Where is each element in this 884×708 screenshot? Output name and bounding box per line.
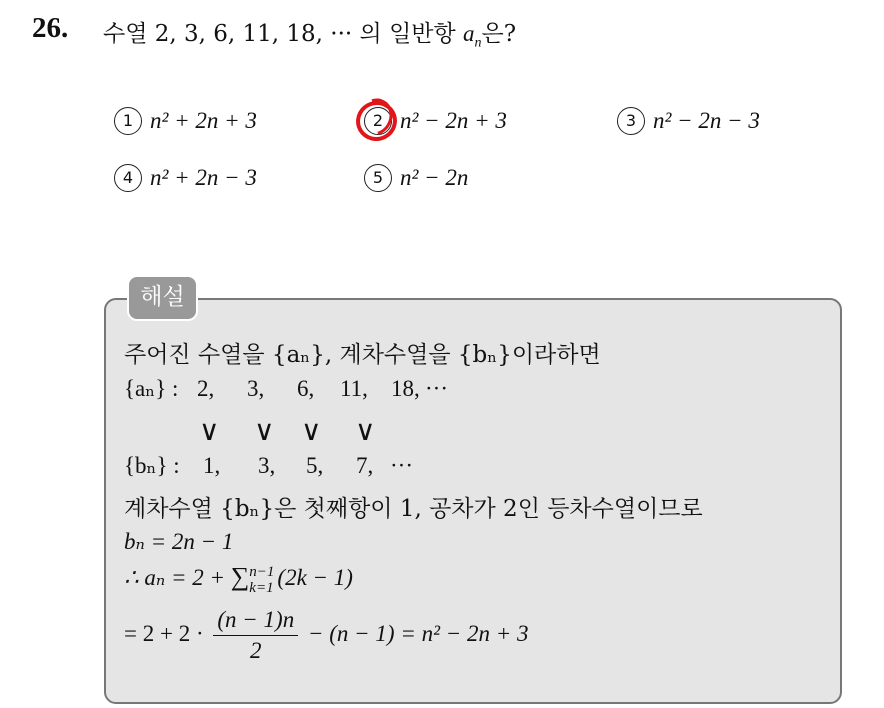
question-text-suffix: 은? <box>481 21 517 47</box>
solution-final-line <box>124 607 529 664</box>
sequence-a-value: 18, <box>391 376 420 401</box>
sequence-a-value: 6, <box>297 376 315 401</box>
choice-number-2: 2 <box>364 107 392 135</box>
solution-tag: 해설 <box>127 275 198 321</box>
choice-number-1: 1 <box>114 107 142 135</box>
fraction-numerator: (n − 1)n <box>213 607 298 636</box>
question-text-prefix: 수열 2, 3, 6, 11, 18, ··· 의 일반항 <box>103 21 456 47</box>
difference-symbol: ∨ <box>254 414 275 447</box>
solution-sum-line <box>124 562 353 596</box>
choice-expr-2: n² − 2n + 3 <box>400 108 507 133</box>
sequence-b-value: 1, <box>203 453 221 478</box>
summation-expr: (2k − 1) <box>277 565 353 590</box>
choice-expr-1: n² + 2n + 3 <box>150 108 257 133</box>
choice-1[interactable] <box>114 107 257 135</box>
sequence-a-value: 11, <box>340 376 368 401</box>
sequence-b-value: 3, <box>258 453 276 478</box>
sequence-b-value: 5, <box>306 453 324 478</box>
summation-limits <box>249 564 274 596</box>
sequence-a-value: 2, <box>197 376 215 401</box>
sequence-a-value: ··· <box>425 376 448 401</box>
question-var: a <box>463 21 475 46</box>
solution-therefore-a: ∴ aₙ = 2 + <box>124 565 225 590</box>
question-var-sub: n <box>474 35 482 51</box>
solution-b-formula: bₙ = 2n − 1 <box>124 529 234 554</box>
solution-intro: 주어진 수열을 {aₙ}, 계차수열을 {bₙ}이라하면 <box>124 342 601 368</box>
choice-5[interactable] <box>364 164 468 192</box>
question-text <box>103 15 516 52</box>
sequence-a-label: {aₙ} : <box>124 376 179 401</box>
sequence-b-label: {bₙ} : <box>124 453 180 478</box>
summation-lower: k=1 <box>249 579 274 596</box>
choice-number-3: 3 <box>617 107 645 135</box>
solution-arithmetic-line: 계차수열 {bₙ}은 첫째항이 1, 공차가 2인 등차수열이므로 <box>124 496 703 522</box>
choice-3[interactable] <box>617 107 760 135</box>
summation-upper: n−1 <box>249 563 275 580</box>
choice-4[interactable] <box>114 164 257 192</box>
sequence-a-value: 3, <box>247 376 265 401</box>
summation-symbol: ∑ <box>230 562 250 591</box>
final-fraction <box>213 607 298 664</box>
choice-expr-3: n² − 2n − 3 <box>653 108 760 133</box>
choice-expr-4: n² + 2n − 3 <box>150 165 257 190</box>
fraction-denominator: 2 <box>250 638 262 663</box>
difference-symbol: ∨ <box>301 414 322 447</box>
choice-number-5: 5 <box>364 164 392 192</box>
choice-number-4: 4 <box>114 164 142 192</box>
sequence-b-value: 7, <box>356 453 374 478</box>
difference-symbol: ∨ <box>355 414 376 447</box>
choice-expr-5: n² − 2n <box>400 165 469 190</box>
final-prefix: = 2 + 2 · <box>124 620 204 646</box>
sequence-b-value: ··· <box>390 453 413 478</box>
final-suffix: − (n − 1) = n² − 2n + 3 <box>307 620 529 646</box>
question-number: 26. <box>32 12 69 44</box>
difference-symbol: ∨ <box>199 414 220 447</box>
